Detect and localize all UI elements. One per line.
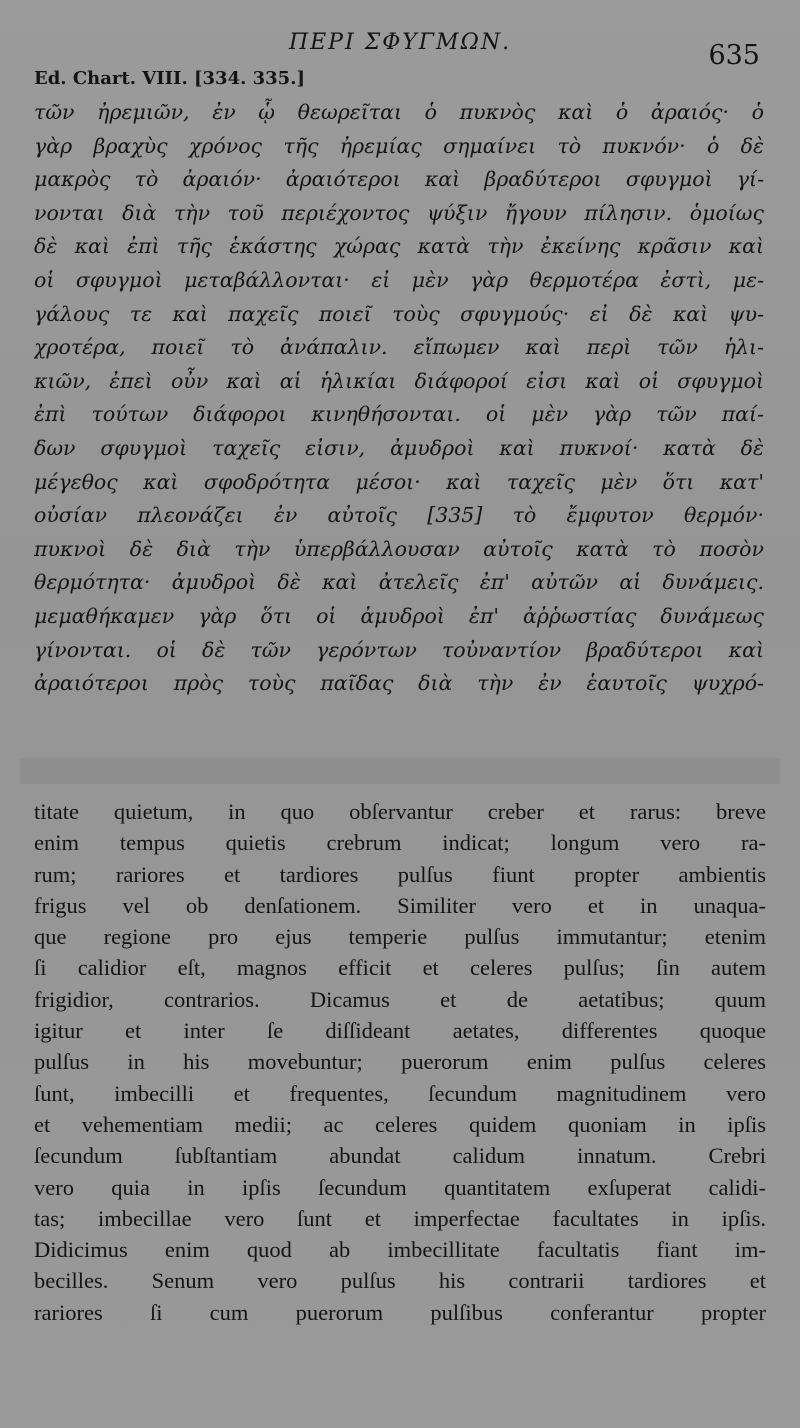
edition-reference: Ed. Chart. VIII. [334. 335.]	[34, 68, 305, 89]
greek-line: χροτέρα, ποιεῖ τὸ ἀνάπαλιν. εἴπωμεν καὶ περὶ τῶν ἡλι-	[34, 335, 764, 360]
greek-line: κιῶν, ἐπεὶ οὖν καὶ αἱ ἡλικίαι διάφοροί εἰσι καὶ οἱ σφυγμοὶ	[34, 368, 764, 393]
greek-text-block	[34, 96, 764, 701]
greek-line: ἀραιότεροι πρὸς τοὺς παῖδας διὰ τὴν ἐν ἑαυτοῖς ψυχρό-	[34, 671, 764, 696]
latin-line: tas; imbecillae vero ſunt et imperfectae facultates in ipſis.	[34, 1205, 766, 1231]
greek-line: θερμότητα· ἀμυδροὶ δὲ καὶ ἀτελεῖς ἐπ' αὐτῶν αἱ δυνάμεις.	[34, 570, 764, 595]
bleed-through-smudge	[20, 758, 780, 784]
greek-line: γίνονται. οἱ δὲ τῶν γερόντων τοὐναντίον βραδύτεροι καὶ	[34, 637, 764, 662]
greek-line: μέγεθος καὶ σφοδρότητα μέσοι· καὶ ταχεῖς μὲν ὅτι κατ'	[34, 469, 764, 494]
latin-line: frigus vel ob denſationem. Similiter vero et in unaqua-	[34, 892, 766, 918]
latin-line: ſunt, imbecilli et frequentes, ſecundum magnitudinem vero	[34, 1080, 766, 1106]
greek-line: δων σφυγμοὶ ταχεῖς εἰσιν, ἀμυδροὶ καὶ πυκνοί· κατὰ δὲ	[34, 435, 764, 460]
latin-line: vero quia in ipſis ſecundum quantitatem exſuperat calidi-	[34, 1174, 766, 1200]
greek-line: μακρὸς τὸ ἀραιόν· ἀραιότεροι καὶ βραδύτεροι σφυγμοὶ γί-	[34, 167, 764, 192]
latin-line: titate quietum, in quo obſervantur creber et rarus: breve	[34, 799, 766, 824]
latin-line: igitur et inter ſe diſſideant aetates, differentes quoque	[34, 1018, 766, 1044]
latin-line: enim tempus quietis crebrum indicat; longum vero ra-	[34, 830, 766, 856]
latin-line: ſecundum ſubſtantiam abundat calidum innatum. Crebri	[34, 1143, 766, 1169]
running-header-title: ΠΕΡΙ ΣΦΥΓΜΩΝ.	[288, 30, 512, 55]
greek-line: τῶν ἠρεμιῶν, ἐν ᾧ θεωρεῖται ὁ πυκνὸς καὶ ὁ ἀραιός· ὁ	[34, 100, 764, 124]
latin-line: rum; rariores et tardiores pulſus fiunt propter ambientis	[34, 861, 766, 887]
page-number: 635	[708, 40, 760, 71]
greek-line: γάλους τε καὶ παχεῖς ποιεῖ τοὺς σφυγμούς· εἰ δὲ καὶ ψυ-	[34, 301, 764, 326]
greek-line: δὲ καὶ ἐπὶ τῆς ἑκάστης χώρας κατὰ τὴν ἐκείνης κρᾶσιν καὶ	[34, 234, 764, 259]
latin-line: que regione pro ejus temperie pulſus immutantur; etenim	[34, 924, 766, 950]
latin-line: rariores ſi cum puerorum pulſibus conferantur propter	[34, 1299, 766, 1325]
greek-line: ἐπὶ τούτων διάφοροι κινηθήσονται. οἱ μὲν γὰρ τῶν παί-	[34, 402, 764, 427]
latin-line: becilles. Senum vero pulſus his contrarii tardiores et	[34, 1268, 766, 1294]
latin-line: et vehementiam medii; ac celeres quidem quoniam in ipſis	[34, 1111, 766, 1137]
latin-line: ſi calidior eſt, magnos efficit et celeres pulſus; ſin autem	[34, 955, 766, 981]
greek-line: μεμαθήκαμεν γὰρ ὅτι οἱ ἀμυδροὶ ἐπ' ἀῤῥωστίας δυνάμεως	[34, 603, 764, 628]
greek-line: γὰρ βραχὺς χρόνος τῆς ἠρεμίας σημαίνει τὸ πυκνόν· ὁ δὲ	[34, 133, 764, 158]
latin-text-block	[34, 796, 766, 1328]
greek-line: νονται διὰ τὴν τοῦ περιέχοντος ψύξιν ἤγουν πίλησιν. ὁμοίως	[34, 200, 764, 225]
latin-line: Didicimus enim quod ab imbecillitate facultatis fiant im-	[34, 1237, 766, 1263]
greek-line: πυκνοὶ δὲ διὰ τὴν ὑπερβάλλουσαν αὐτοῖς κατὰ τὸ ποσὸν	[34, 536, 764, 561]
greek-line: οὐσίαν πλεονάζει ἐν αὐτοῖς [335] τὸ ἔμφυτον θερμόν·	[34, 503, 764, 528]
latin-line: pulſus in his movebuntur; puerorum enim pulſus celeres	[34, 1049, 766, 1075]
latin-line: frigidior, contrarios. Dicamus et de aetatibus; quum	[34, 986, 766, 1012]
greek-line: οἱ σφυγμοὶ μεταβάλλονται· εἰ μὲν γὰρ θερμοτέρα ἐστὶ, με-	[34, 267, 764, 292]
